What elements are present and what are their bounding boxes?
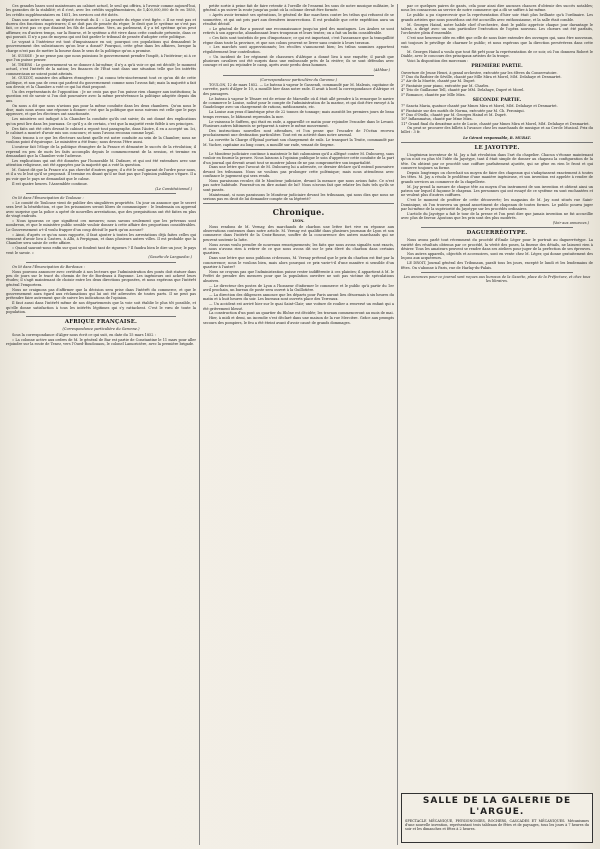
source-attribution: (Voir aux annonces.) [552,221,589,226]
article-paragraph: « Après avoir terminé ses opérations, le général de Bar marchera contre les tribus qui refusent de se soumettre, et qui ont pris part aux dernières insurrections. Il est probable que cette expédition aura un résultat décisif. [203,13,394,26]
divider [26,262,176,263]
column-middle [203,4,394,845]
section-heading-afrique: AFRIQUE FRANÇAISE. [64,319,138,326]
article-paragraph: Nos autres appareils, objectifs et accessoires, sont en vente chez M. Léger, qui donne gratuitement des leçons aux acquéreurs. [401,252,593,261]
article-paragraph: Le Moniteur judiciaire continue à maintenir le fait calomnieux qu'il a allégué contre M. Duboureg, sans vouloir en fournir la preuve. Nous laissons à l'opinion publique le soin d'apprécier cette conduite de la part d'un journal qui devrait avant tout se montrer jaloux de ne pas compromettre son impartialité. [203,151,394,165]
article-paragraph: La corvette la Charge d'Épinal portant son chargement de rails. Le transport la Truite, commandé par M. Vacher, capitaine au long cours, a mouillé sur rade, venant de Smyrne. [203,138,394,147]
column-right [401,4,593,845]
article-paragraph: M. THIERS : Le gouvernement va se donner à lui-même; il n'y a qu'à voir ce qui est décidé; le moment actuel, c'est l'intérêt de la nation; les finances de l'État sont dans une situation telle que les intérêts commerciaux ne soient point atteints. [6,62,196,76]
program-item: 3° Fantaisie pour piano, exécutée par M. Charles. [401,83,490,88]
column-left [6,4,196,845]
section-heading-jayotype: LE JAYOTYPE. [474,144,520,151]
article-paragraph: Il est quatre heures. l'Assemblée continue. [12,181,88,186]
article-paragraph: M. GUIZOT, ministre des affaires étrangères : J'ai connu très-sincèrement tout ce qu'on dit de cette politique, et non pas de ceux qui parlent du gouvernement comme nous l'avons fait; mais la majorité a fait son devoir, et la Chambre a voté ce qui lui était proposé. [6,76,196,90]
program-item: 5° Romance, chantée par Mlle Mira. [401,92,466,97]
divider [223,75,374,76]
source-attribution: (Gazette de Languedoc.) [148,255,192,260]
article-paragraph: « Le général de Bar a poussé une reconnaissance jusqu'au pied des montagnes. Les Arabes se sont retirés à son approche, abandonnant leurs troupeaux et leurs tentes; on a fait un butin considérable. [203,26,394,36]
article-paragraph: M. Jay prend la mesure de chaque tête au moyen d'un instrument de son invention et obtient ainsi un patron sur lequel il façonne le chapeau. Les personnes qui ont essayé de ce système en sont enchantées et ne veulent plus d'autres coiffures. [401,184,593,198]
program-item: 9° Duo d'Otello, chanté par M. Georges Haind et M. Dupré. [401,112,507,117]
article-paragraph: Dans une lettre que nous publions ci-dessous, M. Vernay prétend que le prix du charbon est fixé par la concurrence; nous le voulons bien, mais alors pourquoi ce prix varie-t-il d'une manière si sensible d'un quartier à l'autre? [203,256,394,270]
article-paragraph: « Les marchés sont approvisionnés; les récoltes s'annoncent bien; les tribus soumises apportent régulièrement leur contribution. [203,45,394,54]
article-paragraph: Voici la disposition des morceaux : [407,59,469,64]
article-paragraph: Les ministres ont indiqué à la Chambre la conduite qu'ils ont suivie; ils ont donné des explications qu'on peut lire dans les journaux. Ce qu'il y a de certain, c'est que la majorité reste fidèle à ses principes. [6,117,196,126]
article-paragraph: Un des représentants de l'opposition : Je ne crois pas que l'on puisse rien changer aux institutions; la question est de savoir si l'on doit poursuivre avec la même persévérance la politique adoptée depuis dix ans. [6,90,196,103]
divider [26,316,176,317]
article-paragraph: petite sortie à peine fait de faire retentir à l'oreille de l'ennemi les sons de notre musique militaire, le général a pu suivre la route jusqu'au point où la colonne devait être formée. [203,4,394,13]
chronique-title: Chronique. [272,207,325,218]
article-paragraph: Ces grandes bases sont maintenues au cabinet actuel, le seul qui offrira, à l'avenir comme aujourd'hui, les garanties de la stabilité; et il s'est, avec les crédits supplémentaires, de 1,400,000,000 de fr. en 1850, les crédits supplémentaires en 1851, les services ont été dotés. [6,4,196,17]
article-paragraph: « Ainsi, d'après ce qu'on nous rapporte, il faut ajouter à toutes les arrestations déjà faites celles qui viennent d'avoir lieu à Castres, à Albi, à Perpignan, et dans plusieurs autres villes. Il est probable que la Chambre sera saisie de cette affaire. [6,232,196,246]
article-paragraph: TOULON, 12 de mars 1852. — Le bateau à vapeur le Gassendi, commandé par M. Maleuis, capitaine de corvette, parti d'Alger le 10, a mouillé hier dans notre rade. Il avait à bord la correspondance d'Afrique et des passagers. [203,83,394,96]
program-part-heading: SECONDE PARTIE. [472,97,522,103]
article-paragraph: La Louise aux yeux d'Amérique pèse de 22 tonnes de tonnage; mais aussitôt les premiers jours de beau temps revenus, le bâtiment reprendra la mer. [203,110,394,119]
gerant-line: Le Gérant responsable, B. MURAT. [463,135,531,140]
section-subheading: (Correspondance particulière du Garonne.) [260,77,337,82]
article-paragraph: Des instructions nouvelles sont attendues, et l'on pense que l'escadre de l'Océan recevra prochainement une destination particulière. Tout est en activité dans notre arsenal. [203,128,394,138]
section-subheading: (Correspondance particulière du Garonne.) [62,327,140,332]
article-paragraph: Le voyant à l'intérieur est tout d'impuissance en soi; pourquoi ces populations qui demandent le gouvernement des subsistances qu'on leur a donné? Pourquoi, cette gêne dans les affaires, lorsque la charge n'est pas de mettre la bourse dans le sens de la politique qu'on a promise. [6,39,196,53]
article-paragraph: « Nous ignorons ce que signifient ces mesures; nous savons seulement que les prévenus sont nombreux, et que le ministère public semble vouloir donner à cette affaire des proportions considérables. Le Gouvernement a-t-il voulu frapper d'un coup décisif le parti qu'on accuse? [6,218,196,232]
article-paragraph: Dans une autre séance, un député écrivait du 4 : « La pensée du règne s'est figée. » Il ne veut pas et durera des fonctions supérieures; il ne doit pas de pensée du règne; le droit que le système ne s'est pas fait, ce n'est pas ce que disaient les fils de Lamartine. Vers, au parlement, il y a tel système qu'on peut affirmer, en d'autres temps, sur la Bourse, et le système a été vivre dans cette conduite présente, dans ce qui pouvait. Il n'y a pas de moyens qui ont fait garder le tribunal de pensée d'adopter cette politique. [6,17,196,39]
column-rule [397,4,398,845]
article-paragraph: Hier, à midi et demi, un incendie s'est déclaré dans une maison de la rue Mercière. Grâce aux prompts secours des pompiers, le feu a été éteint avant d'avoir causé de grands dommages. [203,316,394,325]
article-paragraph: Sous la correspondance d'Alger nous écrit ce qui suit, en date du 15 mars 1852 : [12,332,156,337]
column-rule [199,4,200,845]
article-paragraph: L'article du Jayotype a fait le tour de la presse et l'on peut dire que jamais invention ne fut accueillie avec plus de faveur. Ajoutons que les prix sont des plus modérés. [401,211,593,221]
source-attribution: (Le Constitutionnel.) [155,186,192,191]
article-paragraph: La construction d'un pont au quartier du Rhône est décidée; les travaux commenceront au mois de mai. [209,311,394,316]
city-heading: LYON. [292,219,305,224]
article-paragraph: Des faits ont été cités devant le cabinet a reposé tout paragraphe, dans l'Autre, il en a accepté un. Ici, le cabinet a montré d'avoir mis son concours; et nous l'avons reconnu comme loyal. [6,126,196,135]
article-paragraph: — Le directeur des postes de Lyon a l'honneur d'informer le commerce et le public qu'à partir du 1er avril prochain, un bureau de poste sera ouvert à la Guillotière. [203,283,394,292]
section-heading: On lit dans l'Émancipation de Toulouse : [12,196,84,200]
divider [421,227,573,228]
article-paragraph: Nous paraissons reculer, dit le Moniteur judiciaire, devant la menace que nous avions faite. Ce n'est pas notre habitude. Pourrait-on en dire autant de lui? Nous n'avons fait que relater les faits tels qu'ils se sont passés. [203,179,394,192]
advertisement-title: SALLE DE LA GALERIE DE L'ARGUE. [422,796,572,817]
article-paragraph: Le bateau à vapeur le Ténare est de retour de Marseille où il était allé prendre à la remorque le navire de commerce le Louise, nolisé pour le compte de l'administration de la marine, et qui doit être envoyé à la Guadeloupe avec un chargement de rations, médicaments, etc. [203,96,394,110]
article-paragraph: Dans une lettre que l'avocat de M. Duboureg lui a adressée, ce dernier déclare qu'il entend poursuivre devant les tribunaux. Nous ne voulons pas prolonger cette polémique; mais nous attendrons avec confiance le jugement qui sera rendu. [203,165,394,179]
article-paragraph: Nous tenons à ce que les électeurs sachent quelle est notre conduite au sein de la Chambre; nous ne voulons point d'équivoque. Le ministère a été franc; nous devons l'être aussi. [6,135,196,145]
divider [421,272,573,273]
divider [26,193,176,194]
section-heading-daguerreotype: DAGUERRÉOTYPE. [466,230,528,237]
article-paragraph: « Quand sauront-nous enfin sur quoi se fondent tant de rigueurs ? Il faudra bien le dire un jour; le pays veut le savoir. » [6,246,196,255]
article-paragraph: LE DROIT, Journal général des Tribunaux, paraît tous les jours, excepté le lundi et les lendemains de fêtes. On s'abonne à Paris, rue de Harlay-du-Palais. [401,261,593,270]
advertisement-box [401,793,593,843]
article-paragraph: Nous avons parlé tout récemment du procédé d'Émile Léger pour le portrait au daguerréotype. La variété des résultats obtenus par ce procédé, la vérité des poses, la finesse des détails, ne laissent rien à désirer. Tous les amateurs peuvent se rendre dans ses ateliers pour juger de la perfection de ses épreuves. [401,238,593,252]
article-paragraph: « Ces faits sont toutefois de peu d'importance; ce qui est important, c'est l'assurance que la tranquillité règne dans toute la province, et que nos colons peuvent se livrer sans crainte à leurs travaux. [203,36,394,45]
program-item: 4° Trio de Guillaume Tell, chanté par MM. Delahaye, Dupré et Morel. [401,88,525,93]
article-paragraph: Nous ne craignons pas d'affirmer que la décision sera prise dans l'intérêt du commerce, et que le gouvernement aura égard aux réclamations qui lui ont été adressées de toutes parts. Il ne peut pas prétendre faire autrement que de suivre les indications de l'opinion. [6,287,196,301]
program-item: 11° Grand final du deuxième acte de Lucie, chanté par Mmes Mira et Morel, MM. Delahaye et Desmartet. [401,121,590,126]
article-paragraph: C'est le moment de profiter de cette découverte; les magasins de M. Jay sont situés rue Saint-Dominique, où l'on trouvera un grand assortiment de chapeaux de toutes formes. Le public pourra juger par lui-même de la supériorité du Jayotype sur les procédés ordinaires. [401,198,593,211]
article-paragraph: — La direction des diligences annonce que les départs pour Paris auront lieu désormais à six heures du matin et à huit heures du soir. Les bureaux sont ouverts place des Terreaux. [203,292,394,302]
program-item: 10° Inflammatus, chanté par Mme Mira. [401,117,473,122]
program-note: On peut se procurer des billets à l'avance chez les marchands de musique et au Cercle Musical. Prix du billet : 3 fr. [401,125,593,135]
program-item: 8° Fantaisie sur des motifs de Norma, exécutée par M. Ch. Feroniqui. [401,108,525,113]
divider [223,149,374,150]
source-attribution: (Akhbar.) [373,68,390,73]
program-item: 2° Air de la Muette, chanté par M. Dupré. [401,79,476,84]
article-paragraph: M. Georges Haind, notre habile chef d'orchestre, dont le public apprécie chaque jour davantage le talent, a dirigé avec un soin particulier l'exécution de l'opéra nouveau. Les chœurs ont été parfaits, l'orchestre plein d'ensemble. [401,22,593,36]
article-paragraph: Maintenant, si nous paraissons le Moniteur judiciaire devant les tribunaux, qui nous dira que nous ne serions pas en droit de lui demander compte de sa légèreté? [203,192,394,202]
program-item: 1° Duo du Barbier de Séville, chanté par Mlle Mira et Morel, MM. Delahaye et Desmartet. [401,75,562,80]
article-paragraph: Il faut aussi dans l'intérêt même de nos départements que la voie soit établie le plus tôt possible, et qu'elle donne satisfaction à tous les intérêts légitimes qui s'y rattachent. C'est le vœu de toute la population. [6,301,196,314]
article-paragraph: M. Guizot dit que la France n'a pas cherché d'autres gages; il a été le seul garant de l'ordre pour nous, et il a vu le but qu'il se proposait. Il termine en disant qu'il ne faut pas que l'opinion publique s'égare. Il a pu voir que le pays ne demandait que le calme. [6,168,196,181]
article-paragraph: On nous a dit que nous n'avions pas pour la même conduite dans les deux chambres. Qu'on nous le dise; mais nous avons une réponse à donner: c'est que la politique que nous suivons est celle que le pays approuve, et que les électeurs ont sanctionnée. [6,103,196,117]
ad-note: Les annonces pour ce journal sont reçues aux bureaux de la Gazette, place de la Préfecture, et chez tous les libraires. [403,275,591,284]
article-paragraph: par ce quelques paires de gants, cela pour ainsi dire aucunes chances d'obtenir des succès notables; nous les consacrons au service de notre commerce qui a dû se suffire à lui-même. [401,4,593,13]
article-paragraph: Nous rendons de M. Vernay, des marchands de charbon une lettre fort vive en réponse aux observations contenues dans notre article. M. Vernay est qualifié dans plusieurs journaux de Lyon et son commerce dans l'intérêt de la Croix-Rousse, souffre de la concurrence des autres marchands qui ne peuvent soutenir la lutte. [203,224,394,242]
divider [203,203,394,204]
article-paragraph: Nous ne croyons pas que l'administration puisse rester indifférente à ces plaintes; il appartient à M. le Préfet de prendre des mesures pour que la population ouvrière ne soit pas victime de spéculations abusives. [203,269,394,283]
article-paragraph: Nous pouvons annoncer avec certitude à nos lecteurs que l'administration des ponts doit statuer dans peu de jours sur le tracé du chemin de fer de Bordeaux à Bayonne. Les ingénieurs ont achevé leurs études; il s'agit maintenant de choisir entre les deux directions proposées, et nous espérons que l'intérêt général l'emportera. [6,269,196,287]
article-paragraph: — Un accident est arrivé hier sur le quai Saint-Clair; une voiture de roulier a renversé un enfant qui a été grièvement blessé. [203,302,394,311]
article-paragraph: « La colonne active aux ordres de M. le général de Bar est partie de Constantine le 11 mars pour aller rejoindre sur la route de Tenez, vers l'Oued-Boudouaou, le colonel Lamoricière, avec la première brigade. [6,337,196,346]
article-paragraph: Les explications qui ont été données par l'honorable M. Dufaure, et qui ont été entendues avec une attention religieuse, ont été appuyées par la majorité qui a voté la question. [6,158,196,168]
article-paragraph: Le public a pu s'apercevoir que la représentation d'hier soir était plus brillante qu'à l'ordinaire. Les grands artistes que nous possédons ont été accueillis avec enthousiasme, et la salle était comble. [401,13,593,22]
article-paragraph: Nous avons voulu prendre de nouveaux renseignements; les faits que nous avons signalés sont exacts, et nous n'avons rien à retirer de ce que nous avons dit sur le prix élevé du charbon dans certains quartiers. [203,242,394,256]
article-paragraph: M. SUISSE : Je ne pense pas que nous puissions le gouvernement prendre l'impôt, à l'intérieur; ni à ce que l'on puisse penser. [6,53,196,62]
article-paragraph: « Un incident de 1er régiment de chasseurs d'Afrique a donné lieu à une enquête; il paraît que plusieurs cavaliers ont été surpris dans une embuscade près de la rivière; ils se sont défendus avec courage et ont pu rejoindre le camp, après avoir perdu deux hommes. [203,54,394,68]
article-paragraph: L'ingénieux inventeur de M. Jay a fait révolution dans l'art du chapelier. Chacun s'étonne maintenant qu'on n'ait eu plus tôt l'idée du Jayotype, tant il était simple de donner au chapeau la configuration de la tête. On obtient par ce procédé une coiffure parfaitement ajustée, qui ne gêne en rien le front et qui conserve toujours sa forme. [401,152,593,170]
article-paragraph: « Le comité de Toulouse vient de publier des singulières propriétés. Un jour on annonce que le secret sera levé la bénédiction, et que les prisonniers seront libres de communiquer : le lendemain on apprend avec surprise que la police a opéré de nouvelles arrestations, que des perquisitions ont été faites en plus de vingt endroits. [6,200,196,218]
program-part-heading: PREMIÈRE PARTIE. [471,64,523,70]
article-paragraph: L'orateur fait l'éloge de la politique étrangère de la France et démontre le succès de la révolution; il reprend en peu de mots les faits accomplis depuis le commencement de la session, et termine en demandant que la Chambre vote l'adresse. [6,145,196,158]
article-paragraph: C'est une heureuse idée en effet que celle de nous faire entendre des ouvrages qui, sans être nouveaux, ont toujours le privilège de charmer le public; et nous espérons que la direction persévérera dans cette voie. [401,36,593,49]
program-item: 7° Sancta Maria, quatuor chanté par Mmes Mira et Morel, MM. Delahaye et Desmartet. [401,104,558,109]
advertisement-body: SPECTACLE MÉCANIQUE, PHYSIONOMIES, ROCHERS, CASCADES ET MÉCANIQUES. Mécanismes d'une nouvelle invention, représentant trois tableaux de fêtes et de paysages, tous les jours à 7 heures du soir et les dimanches et fêtes à 2 heures. [405,819,589,832]
article-paragraph: M. Georges Haind a voulu que tout fût prêt pour la représentation de ce soir, où l'on donnera Robert le Diable, avec le concours des principaux artistes de la troupe. [401,49,593,59]
article-paragraph: Depuis longtemps on cherchait un moyen de faire des chapeaux qui s'adaptassent exactement à toutes les têtes. M. Jay a résolu le problème d'une manière ingénieuse, et son invention est appelée à rendre de grands services au commerce de la chapellerie. [401,170,593,184]
article-paragraph: Le vaisseau le Suffren, qui était en rade, a appareillé ce matin pour rejoindre l'escadre dans le Levant. Plusieurs autres bâtiments se préparent à suivre le même mouvement. [203,119,394,128]
divider [401,142,593,143]
program-item: Ouverture de Jeune Henri, à grand orchestre, exécutée par les élèves du Conservatoire. [401,70,558,75]
section-heading: On lit dans l'Émancipation de Bordeaux : [12,264,85,269]
